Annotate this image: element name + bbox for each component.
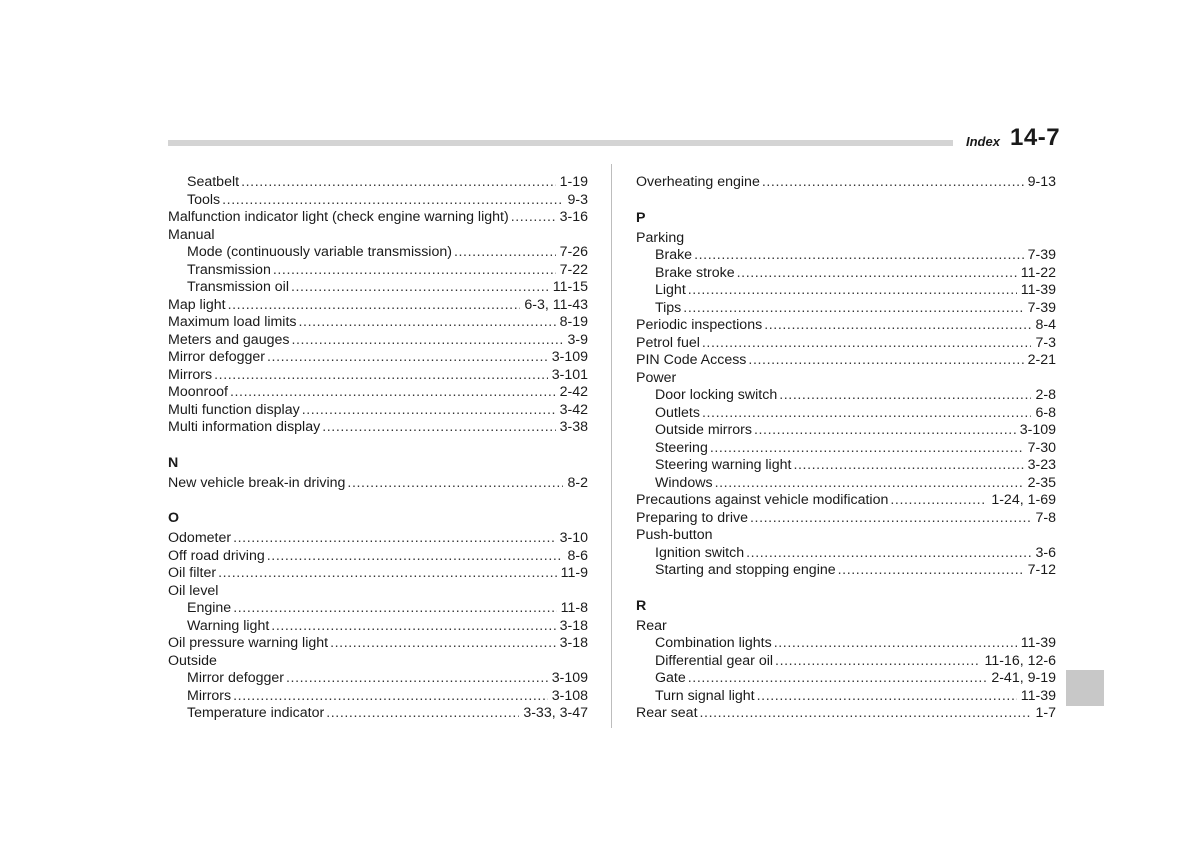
dot-leader <box>230 384 556 402</box>
entry-page-ref: 6-8 <box>1035 404 1056 421</box>
index-entry <box>168 209 588 227</box>
entry-label: Parking <box>636 229 685 246</box>
entry-label: Power <box>636 369 677 386</box>
entry-page-ref: 7-12 <box>1027 562 1056 578</box>
index-entry <box>168 670 588 688</box>
entry-label: Off road driving <box>168 547 265 564</box>
dot-leader <box>330 635 556 653</box>
column-divider <box>611 164 612 728</box>
index-entry <box>168 475 588 493</box>
dot-leader <box>793 457 1023 475</box>
index-letter-heading: R <box>636 597 647 614</box>
entry-page-ref: 7-8 <box>1035 509 1056 526</box>
index-entry <box>636 510 1056 528</box>
entry-label: Tips <box>655 299 682 316</box>
entry-label: Petrol fuel <box>636 334 700 351</box>
dot-leader <box>746 545 1031 563</box>
dot-leader <box>241 174 556 192</box>
entry-label: Transmission <box>187 261 271 278</box>
index-entry <box>636 475 1056 493</box>
entry-label: Windows <box>655 474 713 491</box>
dot-leader <box>737 265 1017 283</box>
dot-leader <box>890 492 987 510</box>
index-entry <box>168 174 588 192</box>
entry-page-ref: 3-109 <box>551 349 588 365</box>
entry-label: Oil pressure warning light <box>168 635 329 651</box>
index-entry <box>168 332 588 350</box>
entry-page-ref: 11-15 <box>552 279 588 295</box>
dot-leader <box>214 367 548 385</box>
index-entry <box>636 422 1056 440</box>
entry-page-ref: 2-21 <box>1027 352 1056 368</box>
entry-page-ref: 3-42 <box>559 401 588 418</box>
entry-page-ref: 8-6 <box>567 547 588 564</box>
entry-label: Transmission oil <box>187 279 289 295</box>
entry-label: Door locking switch <box>655 387 778 403</box>
entry-label: Mirrors <box>168 366 213 383</box>
entry-page-ref: 11-39 <box>1020 687 1056 704</box>
dot-leader <box>222 192 563 210</box>
entry-page-ref: 3-23 <box>1027 457 1056 473</box>
entry-page-ref: 7-39 <box>1027 247 1056 263</box>
entry-page-ref: 3-10 <box>559 530 588 546</box>
index-entry <box>168 600 588 618</box>
entry-label: Oil filter <box>168 565 217 581</box>
entry-label: Brake stroke <box>655 264 735 281</box>
index-entry <box>636 300 1056 318</box>
entry-label: Push-button <box>636 527 713 543</box>
index-entry <box>168 548 588 566</box>
entry-page-ref: 8-2 <box>567 474 588 491</box>
dot-leader <box>688 282 1017 300</box>
index-entry <box>636 653 1056 671</box>
entry-label: Meters and gauges <box>168 331 290 348</box>
entry-page-ref: 8-4 <box>1035 317 1056 333</box>
entry-label: New vehicle break-in driving <box>168 474 346 491</box>
dot-leader <box>702 335 1032 353</box>
dot-leader <box>233 688 548 706</box>
dot-leader <box>748 352 1023 370</box>
entry-page-ref: 6-3, 11-43 <box>524 296 588 313</box>
dot-leader <box>700 705 1032 723</box>
index-entry <box>636 282 1056 300</box>
entry-page-ref: 2-35 <box>1027 474 1056 491</box>
index-entry <box>636 265 1056 283</box>
dot-leader <box>710 440 1024 458</box>
entry-label: Multi information display <box>168 419 321 435</box>
dot-leader <box>774 635 1017 653</box>
index-group-heading <box>168 227 588 245</box>
dot-leader <box>267 349 548 367</box>
entry-label: Oil level <box>168 582 219 599</box>
index-group-heading <box>636 618 1056 636</box>
dot-leader <box>218 565 557 583</box>
entry-page-ref: 1-24, 1-69 <box>991 492 1056 508</box>
index-entry <box>168 565 588 583</box>
thumb-index-tab <box>1066 670 1104 706</box>
index-entry <box>636 562 1056 580</box>
index-entry <box>168 244 588 262</box>
dot-leader <box>702 405 1032 423</box>
index-entry <box>636 387 1056 405</box>
dot-leader <box>764 317 1031 335</box>
index-letter-heading: P <box>636 209 646 226</box>
dot-leader <box>322 419 555 437</box>
entry-label: Outside mirrors <box>655 422 752 438</box>
dot-leader <box>291 332 563 350</box>
entry-label: Steering <box>655 439 708 456</box>
entry-label: Seatbelt <box>187 174 240 190</box>
entry-label: Starting and stopping engine <box>655 562 836 578</box>
entry-label: Differential gear oil <box>655 652 774 669</box>
dot-leader <box>750 510 1032 528</box>
entry-page-ref: 11-39 <box>1020 635 1056 651</box>
dot-leader <box>291 279 549 297</box>
index-entry <box>636 492 1056 510</box>
dot-leader <box>454 244 556 262</box>
index-entry <box>636 635 1056 653</box>
entry-page-ref: 9-13 <box>1027 174 1056 190</box>
entry-page-ref: 3-16 <box>559 209 588 225</box>
dot-leader <box>694 247 1024 265</box>
index-group-heading <box>168 583 588 601</box>
index-entry <box>636 247 1056 265</box>
dot-leader <box>757 688 1017 706</box>
entry-label: Periodic inspections <box>636 317 763 333</box>
entry-page-ref: 2-8 <box>1035 387 1056 403</box>
entry-page-ref: 3-109 <box>551 670 588 686</box>
entry-label: Tools <box>187 191 221 208</box>
dot-leader <box>233 600 556 618</box>
entry-label: Mirror defogger <box>187 670 284 686</box>
entry-page-ref: 2-42 <box>559 384 588 400</box>
entry-label: Engine <box>187 600 232 616</box>
index-entry <box>636 352 1056 370</box>
dot-leader <box>754 422 1016 440</box>
dot-leader <box>762 174 1024 192</box>
index-entry <box>636 405 1056 423</box>
dot-leader <box>326 705 519 723</box>
entry-label: Outlets <box>655 404 700 421</box>
entry-page-ref: 7-3 <box>1035 334 1056 351</box>
entry-page-ref: 3-108 <box>551 687 588 704</box>
index-entry <box>636 174 1056 192</box>
entry-label: PIN Code Access <box>636 352 747 368</box>
entry-page-ref: 11-39 <box>1020 282 1056 298</box>
index-entry <box>636 335 1056 353</box>
index-entry <box>168 635 588 653</box>
entry-label: Temperature indicator <box>187 705 325 721</box>
index-entry <box>168 349 588 367</box>
dot-leader <box>273 262 556 280</box>
entry-page-ref: 1-19 <box>559 174 588 190</box>
dot-leader <box>838 562 1024 580</box>
entry-label: Multi function display <box>168 401 300 418</box>
index-entry <box>168 262 588 280</box>
dot-leader <box>267 548 564 566</box>
entry-label: Precautions against vehicle modification <box>636 492 889 508</box>
entry-label: Mode (continuously variable transmission) <box>187 244 452 260</box>
entry-page-ref: 3-18 <box>559 617 588 634</box>
entry-label: Preparing to drive <box>636 509 748 526</box>
dot-leader <box>775 653 980 671</box>
entry-label: Mirrors <box>187 687 232 704</box>
section-label: Index <box>966 134 1000 149</box>
page-number: 14-7 <box>1010 124 1061 151</box>
entry-page-ref: 2-41, 9-19 <box>991 670 1056 686</box>
entry-page-ref: 3-38 <box>559 419 588 435</box>
entry-page-ref: 7-26 <box>559 244 588 260</box>
index-entry <box>168 192 588 210</box>
index-entry <box>168 688 588 706</box>
index-entry <box>168 314 588 332</box>
entry-label: Rear <box>636 617 667 634</box>
entry-label: Maximum load limits <box>168 314 297 330</box>
entry-page-ref: 1-7 <box>1035 705 1056 721</box>
entry-label: Combination lights <box>655 635 772 651</box>
entry-label: Brake <box>655 247 693 263</box>
index-entry <box>636 317 1056 335</box>
entry-label: Gate <box>655 670 686 686</box>
entry-page-ref: 3-101 <box>551 366 588 383</box>
entry-page-ref: 11-16, 12-6 <box>984 652 1056 669</box>
entry-label: Overheating engine <box>636 174 760 190</box>
entry-page-ref: 11-8 <box>560 600 588 616</box>
dot-leader <box>688 670 988 688</box>
entry-page-ref: 3-6 <box>1035 544 1056 561</box>
index-column-left <box>168 174 588 723</box>
entry-page-ref: 9-3 <box>567 191 588 208</box>
dot-leader <box>233 530 556 548</box>
index-column-right <box>636 174 1056 723</box>
index-entry <box>168 367 588 385</box>
index-entry <box>168 384 588 402</box>
index-entry <box>168 419 588 437</box>
index-group-heading <box>636 370 1056 388</box>
entry-label: Rear seat <box>636 705 698 721</box>
index-group-heading <box>636 230 1056 248</box>
entry-page-ref: 3-33, 3-47 <box>523 705 588 721</box>
index-entry <box>636 545 1056 563</box>
entry-label: Steering warning light <box>655 457 792 473</box>
header-rule <box>168 140 953 146</box>
index-letter-heading: O <box>168 510 180 526</box>
entry-page-ref: 11-22 <box>1020 264 1056 281</box>
entry-page-ref: 7-30 <box>1027 439 1056 456</box>
dot-leader <box>228 297 521 315</box>
entry-page-ref: 8-19 <box>559 314 588 330</box>
index-entry <box>168 530 588 548</box>
entry-label: Mirror defogger <box>168 349 265 365</box>
entry-page-ref: 3-9 <box>567 331 588 348</box>
index-group-heading <box>168 653 588 671</box>
entry-page-ref: 7-22 <box>559 261 588 278</box>
entry-page-ref: 11-9 <box>560 565 588 581</box>
entry-label: Ignition switch <box>655 544 745 561</box>
index-entry <box>168 402 588 420</box>
index-entry <box>636 705 1056 723</box>
index-group-heading <box>636 527 1056 545</box>
entry-label: Turn signal light <box>655 687 755 704</box>
dot-leader <box>715 475 1024 493</box>
entry-label: Outside <box>168 652 217 669</box>
entry-label: Moonroof <box>168 384 228 400</box>
dot-leader <box>286 670 548 688</box>
index-entry <box>636 670 1056 688</box>
index-entry <box>636 688 1056 706</box>
dot-leader <box>347 475 563 493</box>
dot-leader <box>271 618 555 636</box>
index-entry <box>168 618 588 636</box>
dot-leader <box>302 402 556 420</box>
index-entry <box>168 279 588 297</box>
index-entry <box>636 457 1056 475</box>
entry-label: Manual <box>168 226 215 243</box>
entry-page-ref: 3-18 <box>559 635 588 651</box>
dot-leader <box>511 209 556 227</box>
dot-leader <box>683 300 1023 318</box>
entry-label: Malfunction indicator light (check engine warning light) <box>168 209 509 225</box>
index-entry <box>636 440 1056 458</box>
entry-page-ref: 7-39 <box>1027 299 1056 316</box>
dot-leader <box>779 387 1031 405</box>
dot-leader <box>299 314 556 332</box>
entry-page-ref: 3-109 <box>1019 422 1056 438</box>
entry-label: Odometer <box>168 530 232 546</box>
entry-label: Map light <box>168 296 226 313</box>
entry-label: Light <box>655 282 686 298</box>
index-entry <box>168 297 588 315</box>
index-entry <box>168 705 588 723</box>
entry-label: Warning light <box>187 617 270 634</box>
index-letter-heading: N <box>168 454 179 471</box>
